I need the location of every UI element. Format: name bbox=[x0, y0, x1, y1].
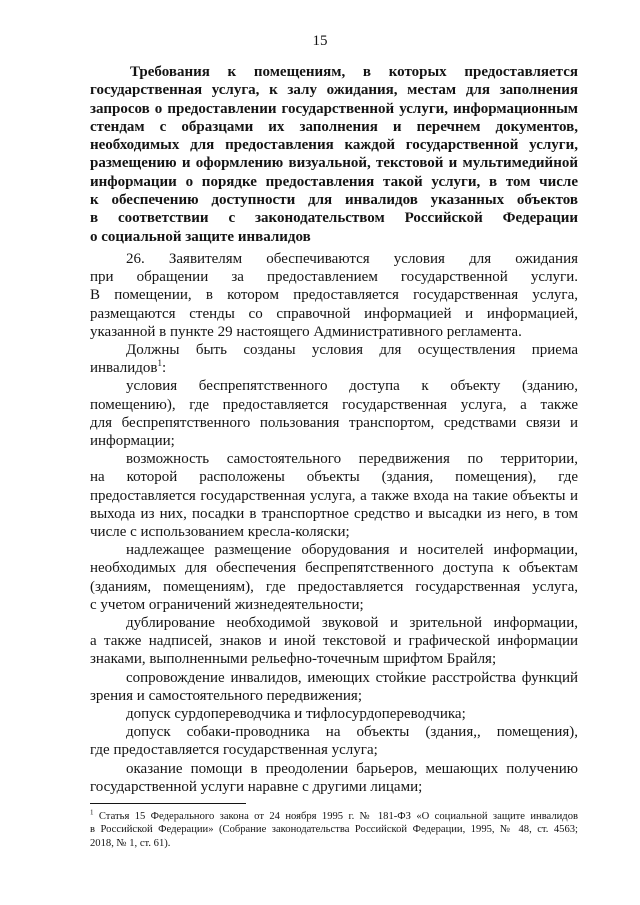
heading-line: размещению и оформлению визуальной, текстовой и мультимедийной bbox=[90, 155, 578, 172]
text-line: надлежащее размещение оборудования и носителей информации, bbox=[126, 542, 578, 559]
text-line: сопровождение инвалидов, имеющих стойкие расстройства функций bbox=[126, 669, 578, 686]
heading-line: о социальной защите инвалидов bbox=[90, 228, 311, 245]
text-line: (зданиям, помещениям), где предоставляется государственная услуга, bbox=[90, 578, 578, 595]
heading-line: стендам с образцами их заполнения и перечнем документов, bbox=[90, 118, 578, 135]
heading-line: необходимых для предоставления каждой государственной услуги, bbox=[90, 137, 578, 154]
text-line: для беспрепятственного пользования транспортом, средствами связи и bbox=[90, 414, 578, 431]
footnote-reference[interactable]: 1 bbox=[157, 358, 162, 369]
text-line: допуск сурдопереводчика и тифлосурдопереводчика; bbox=[126, 706, 466, 723]
heading-line: запросов о предоставлении государственной услуги, информационным bbox=[90, 100, 578, 117]
text-line: выхода из них, посадки в транспортное средство и высадки из него, в том bbox=[90, 505, 578, 522]
text-line: а также надписей, знаков и иной текстовой и графической информации bbox=[90, 633, 578, 650]
heading-line: информации о порядке предоставления такой услуги, в том числе bbox=[90, 173, 578, 190]
paragraph-guide-dog bbox=[90, 723, 578, 759]
heading-line: государственная услуга, к залу ожидания, местам для заполнения bbox=[90, 82, 578, 99]
footnote bbox=[90, 810, 578, 850]
text-line: условия беспрепятственного доступа к объекту (зданию, bbox=[126, 378, 578, 395]
paragraph-26 bbox=[90, 250, 578, 341]
text-line: Должны быть созданы условия для осуществления приема bbox=[126, 342, 578, 359]
section-heading bbox=[90, 63, 578, 246]
paragraph-equipment bbox=[90, 541, 578, 614]
paragraph-interpreter bbox=[90, 705, 578, 723]
text-line: где предоставляется государственная услуга; bbox=[90, 742, 378, 759]
text-line: дублирование необходимой звуковой и зрительной информации, bbox=[126, 615, 578, 632]
paragraph-access bbox=[90, 377, 578, 450]
text-line: помещению), где предоставляется государственная услуга, а также bbox=[90, 396, 578, 413]
text-line: информации; bbox=[90, 433, 175, 450]
paragraph-escort bbox=[90, 669, 578, 705]
text-line: знаками, выполненными рельефно-точечным шрифтом Брайля; bbox=[90, 651, 497, 668]
text-fragment: Статья 15 Федерального закона от 24 ноября 1995 г. № 181-ФЗ «О социальной защите инвалидов bbox=[93, 811, 578, 822]
text-line: государственной услуги наравне с другими лицами; bbox=[90, 778, 423, 795]
paragraph-conditions bbox=[90, 341, 578, 377]
text-line: указанной в пункте 29 настоящего Административного регламента. bbox=[90, 323, 522, 340]
text-line: возможность самостоятельного передвижения по территории, bbox=[126, 451, 578, 468]
paragraph-movement bbox=[90, 450, 578, 541]
text-line: на которой расположены объекты (здания, помещения), где bbox=[90, 469, 578, 486]
text-line: 26. Заявителям обеспечиваются условия для ожидания bbox=[126, 251, 578, 267]
paragraph-assistance bbox=[90, 760, 578, 796]
text-line: В помещении, в котором предоставляется государственная услуга, bbox=[90, 287, 578, 304]
text-line bbox=[90, 359, 578, 377]
heading-line: в соответствии с законодательством Российской Федерации bbox=[90, 210, 578, 227]
paragraph-duplication bbox=[90, 614, 578, 669]
footnote-line: 2018, № 1, ст. 61). bbox=[90, 837, 171, 849]
text-line: необходимых для обеспечения беспрепятственного доступа к объектам bbox=[90, 560, 578, 577]
heading-line: Требования к помещениям, в которых предоставляется bbox=[130, 64, 578, 80]
footnote-line bbox=[90, 810, 578, 823]
document-body bbox=[90, 250, 578, 796]
text-fragment: инвалидов bbox=[90, 360, 158, 377]
text-line: числе с использованием кресла-коляски; bbox=[90, 524, 350, 541]
heading-line: к обеспечению доступности для инвалидов указанных объектов bbox=[90, 192, 578, 209]
text-line: с учетом ограничений жизнедеятельности; bbox=[90, 596, 364, 613]
footnote-marker: 1 bbox=[90, 808, 94, 817]
text-line: допуск собаки-проводника на объекты (здания,, помещения), bbox=[126, 724, 578, 741]
text-line: при обращении за предоставлением государственной услуги. bbox=[90, 269, 578, 286]
text-line: зрения и самостоятельного передвижения; bbox=[90, 687, 362, 704]
footnote-line: в Российской Федерации» (Собрание законодательства Российской Федерации, 1995, № 48, ст. 4563; bbox=[90, 824, 578, 836]
page-number: 15 bbox=[312, 33, 328, 49]
text-line: оказание помощи в преодолении барьеров, мешающих получению bbox=[126, 760, 578, 777]
text-line: размещаются стенды со справочной информацией и информацией, bbox=[90, 305, 578, 322]
text-line: предоставляется государственная услуга, а также входа на такие объекты и bbox=[90, 487, 578, 504]
footnote-divider bbox=[90, 803, 246, 804]
text-fragment: : bbox=[161, 360, 167, 377]
